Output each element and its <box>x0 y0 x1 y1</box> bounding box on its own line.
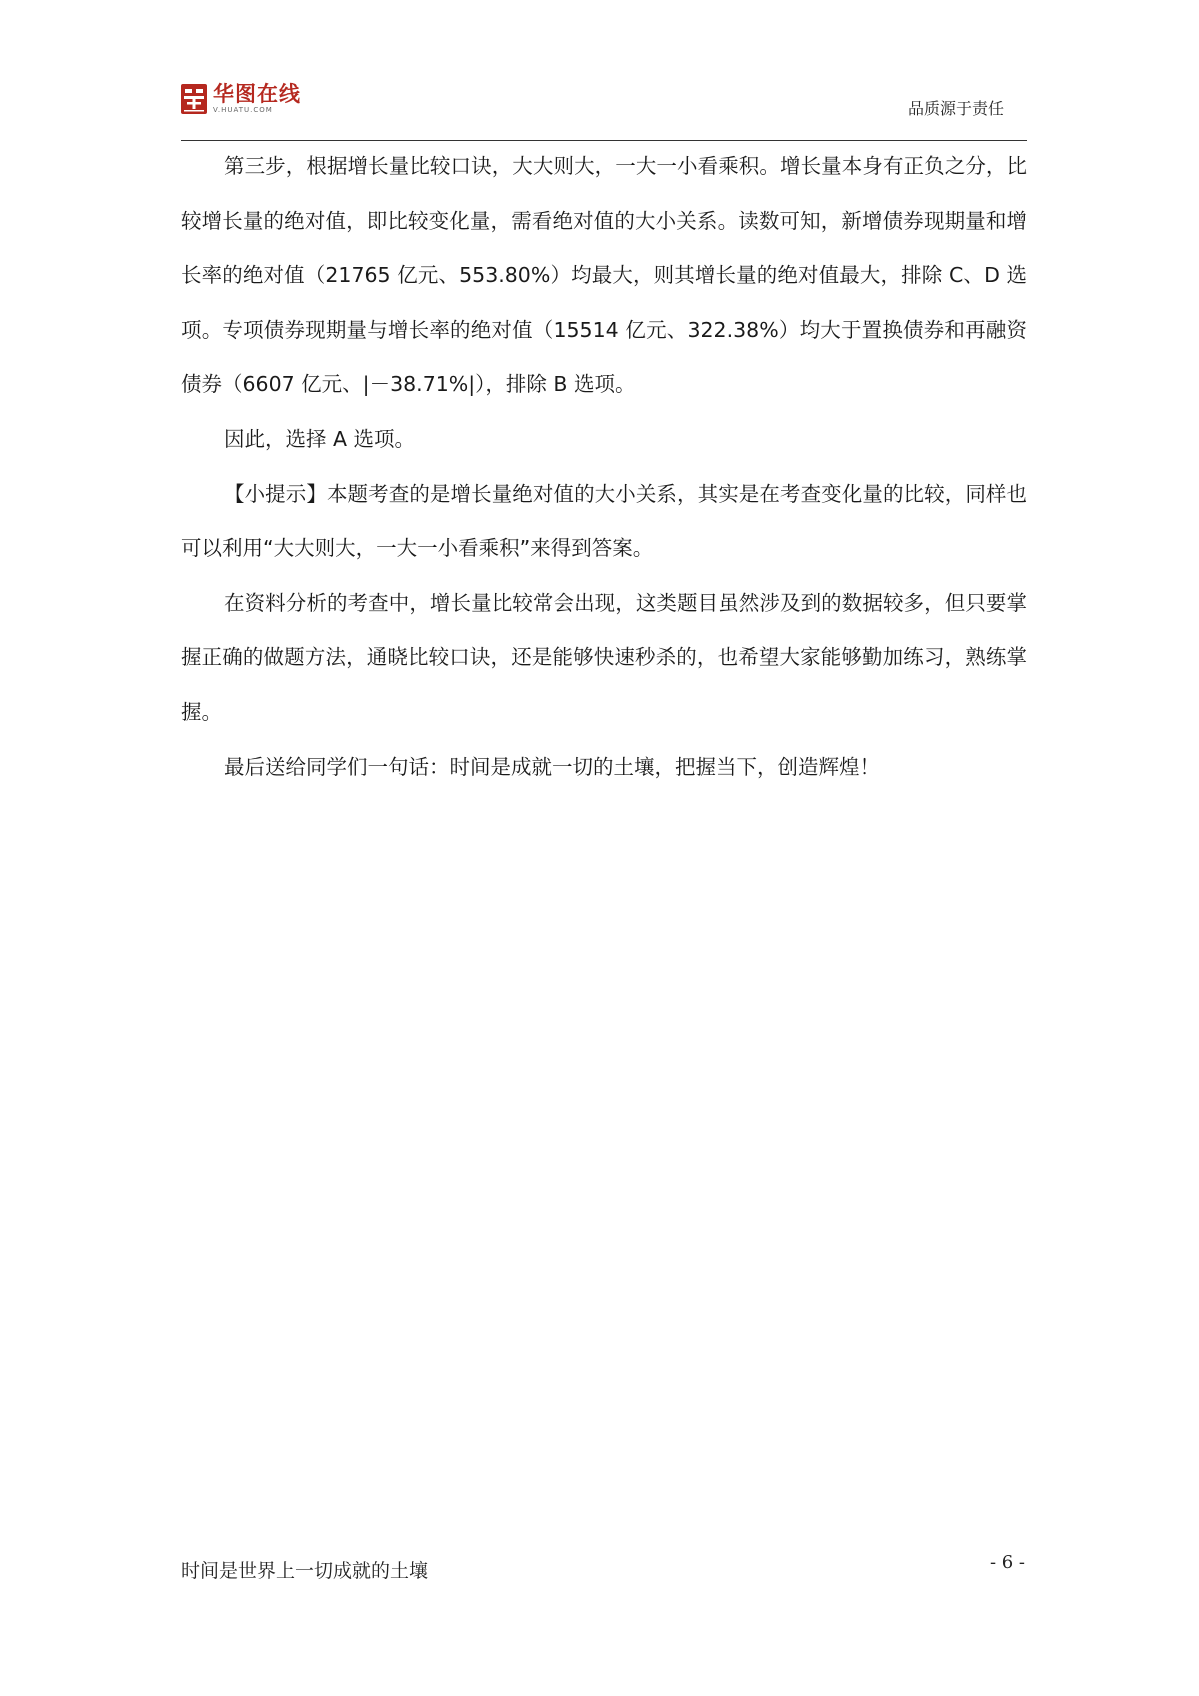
logo-name: 华图在线 <box>213 82 301 106</box>
paragraph-step-three: 第三步，根据增长量比较口诀，大大则大，一大一小看乘积。增长量本身有正负之分，比较增长量的绝对值，即比较变化量，需看绝对值的大小关系。读数可知，新增债券现期量和增长率的绝对值（21765 亿元、553.80%）均最大，则其增长量的绝对值最大，排除 C、D 选项。专项债券现期量与增长率的绝对值（15514 亿元、322.38%）均大于置换债券和再融资债券（6607 亿元、|－38.71%|），排除 B 选项。 <box>181 154 1027 397</box>
paragraph-answer: 因此，选择 A 选项。 <box>224 426 416 451</box>
huatu-logo <box>181 84 301 114</box>
footer-motto: 时间是世界上一切成就的土壤 <box>181 1560 429 1582</box>
document-body <box>181 139 1027 794</box>
paragraph-tip: 【小提示】本题考查的是增长量绝对值的大小关系，其实是在考查变化量的比较，同样也可以利用“大大则大，一大一小看乘积”来得到答案。 <box>181 481 1027 561</box>
huatu-logo-icon <box>181 84 207 114</box>
paragraph-advice: 在资料分析的考查中，增长量比较常会出现，这类题目虽然涉及到的数据较多，但只要掌握正确的做题方法，通晓比较口诀，还是能够快速秒杀的，也希望大家能够勤加练习，熟练掌握。 <box>181 590 1027 724</box>
page-number: - 6 - <box>989 1552 1025 1573</box>
paragraph-closing: 最后送给同学们一句话：时间是成就一切的土壤，把握当下，创造辉煌！ <box>224 754 880 779</box>
page-header <box>0 0 1199 142</box>
header-slogan: 品质源于责任 <box>907 99 1004 118</box>
logo-url: V.HUATU.COM <box>213 106 273 114</box>
